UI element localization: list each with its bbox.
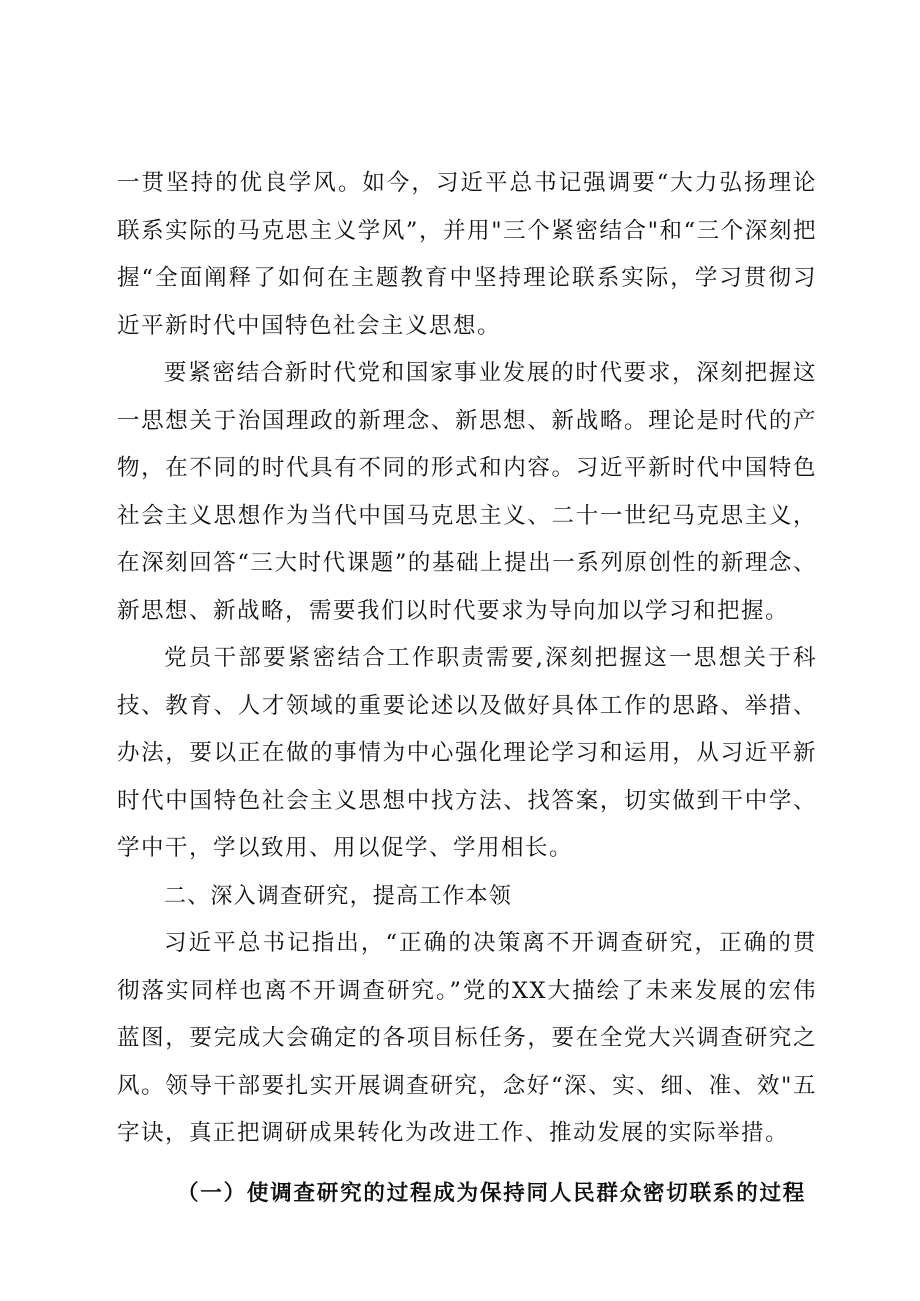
paragraph-job-duties: 党员干部要紧密结合工作职责需要,深刻把握这一思想关于科技、教育、人才领域的重要论述以及做好具体工作的思路、举措、办法，要以正在做的事情为中心强化理论学习和运用，从习近平新时代中国特色社会主义思想中找方法、找答案，切实做到干中学、学中干，学以致用、用以促学、学用相长。 <box>117 645 817 861</box>
section-heading-2: 二、深入调查研究，提高工作本领 <box>164 883 513 909</box>
document-body <box>117 160 817 1217</box>
paragraph-continued: 一贯坚持的优良学风。如今，习近平总书记强调要“大力弘扬理论联系实际的马克思主义学风”，并用"三个紧密结合"和“三个深刻把握“全面阐释了如何在主题教育中坚持理论联系实际，学习贯彻习近平新时代中国特色社会主义思想。 <box>117 170 817 339</box>
paragraph-era-requirements: 要紧密结合新时代党和国家事业发展的时代要求，深刻把握这一思想关于治国理政的新理念、新思想、新战略。理论是时代的产物，在不同的时代具有不同的形式和内容。习近平新时代中国特色社会主义思想作为当代中国马克思主义、二十一世纪马克思主义，在深刻回答“三大时代课题”的基础上提出一系列原创性的新理念、新思想、新战略，需要我们以时代要求为导向加以学习和把握。 <box>117 360 817 624</box>
paragraph-investigation: 习近平总书记指出，“正确的决策离不开调查研究，正确的贯彻落实同样也离不开调查研究。”党的XX大描绘了未来发展的宏伟蓝图，要完成大会确定的各项目标任务，要在全党大兴调查研究之风。领导干部要扎实开展调查研究，念好“深、实、细、准、效"五字诀，真正把调研成果转化为改进工作、推动发展的实际举措。 <box>117 930 817 1146</box>
subsection-heading-1: （一）使调查研究的过程成为保持同人民群众密切联系的过程 <box>177 1180 807 1206</box>
